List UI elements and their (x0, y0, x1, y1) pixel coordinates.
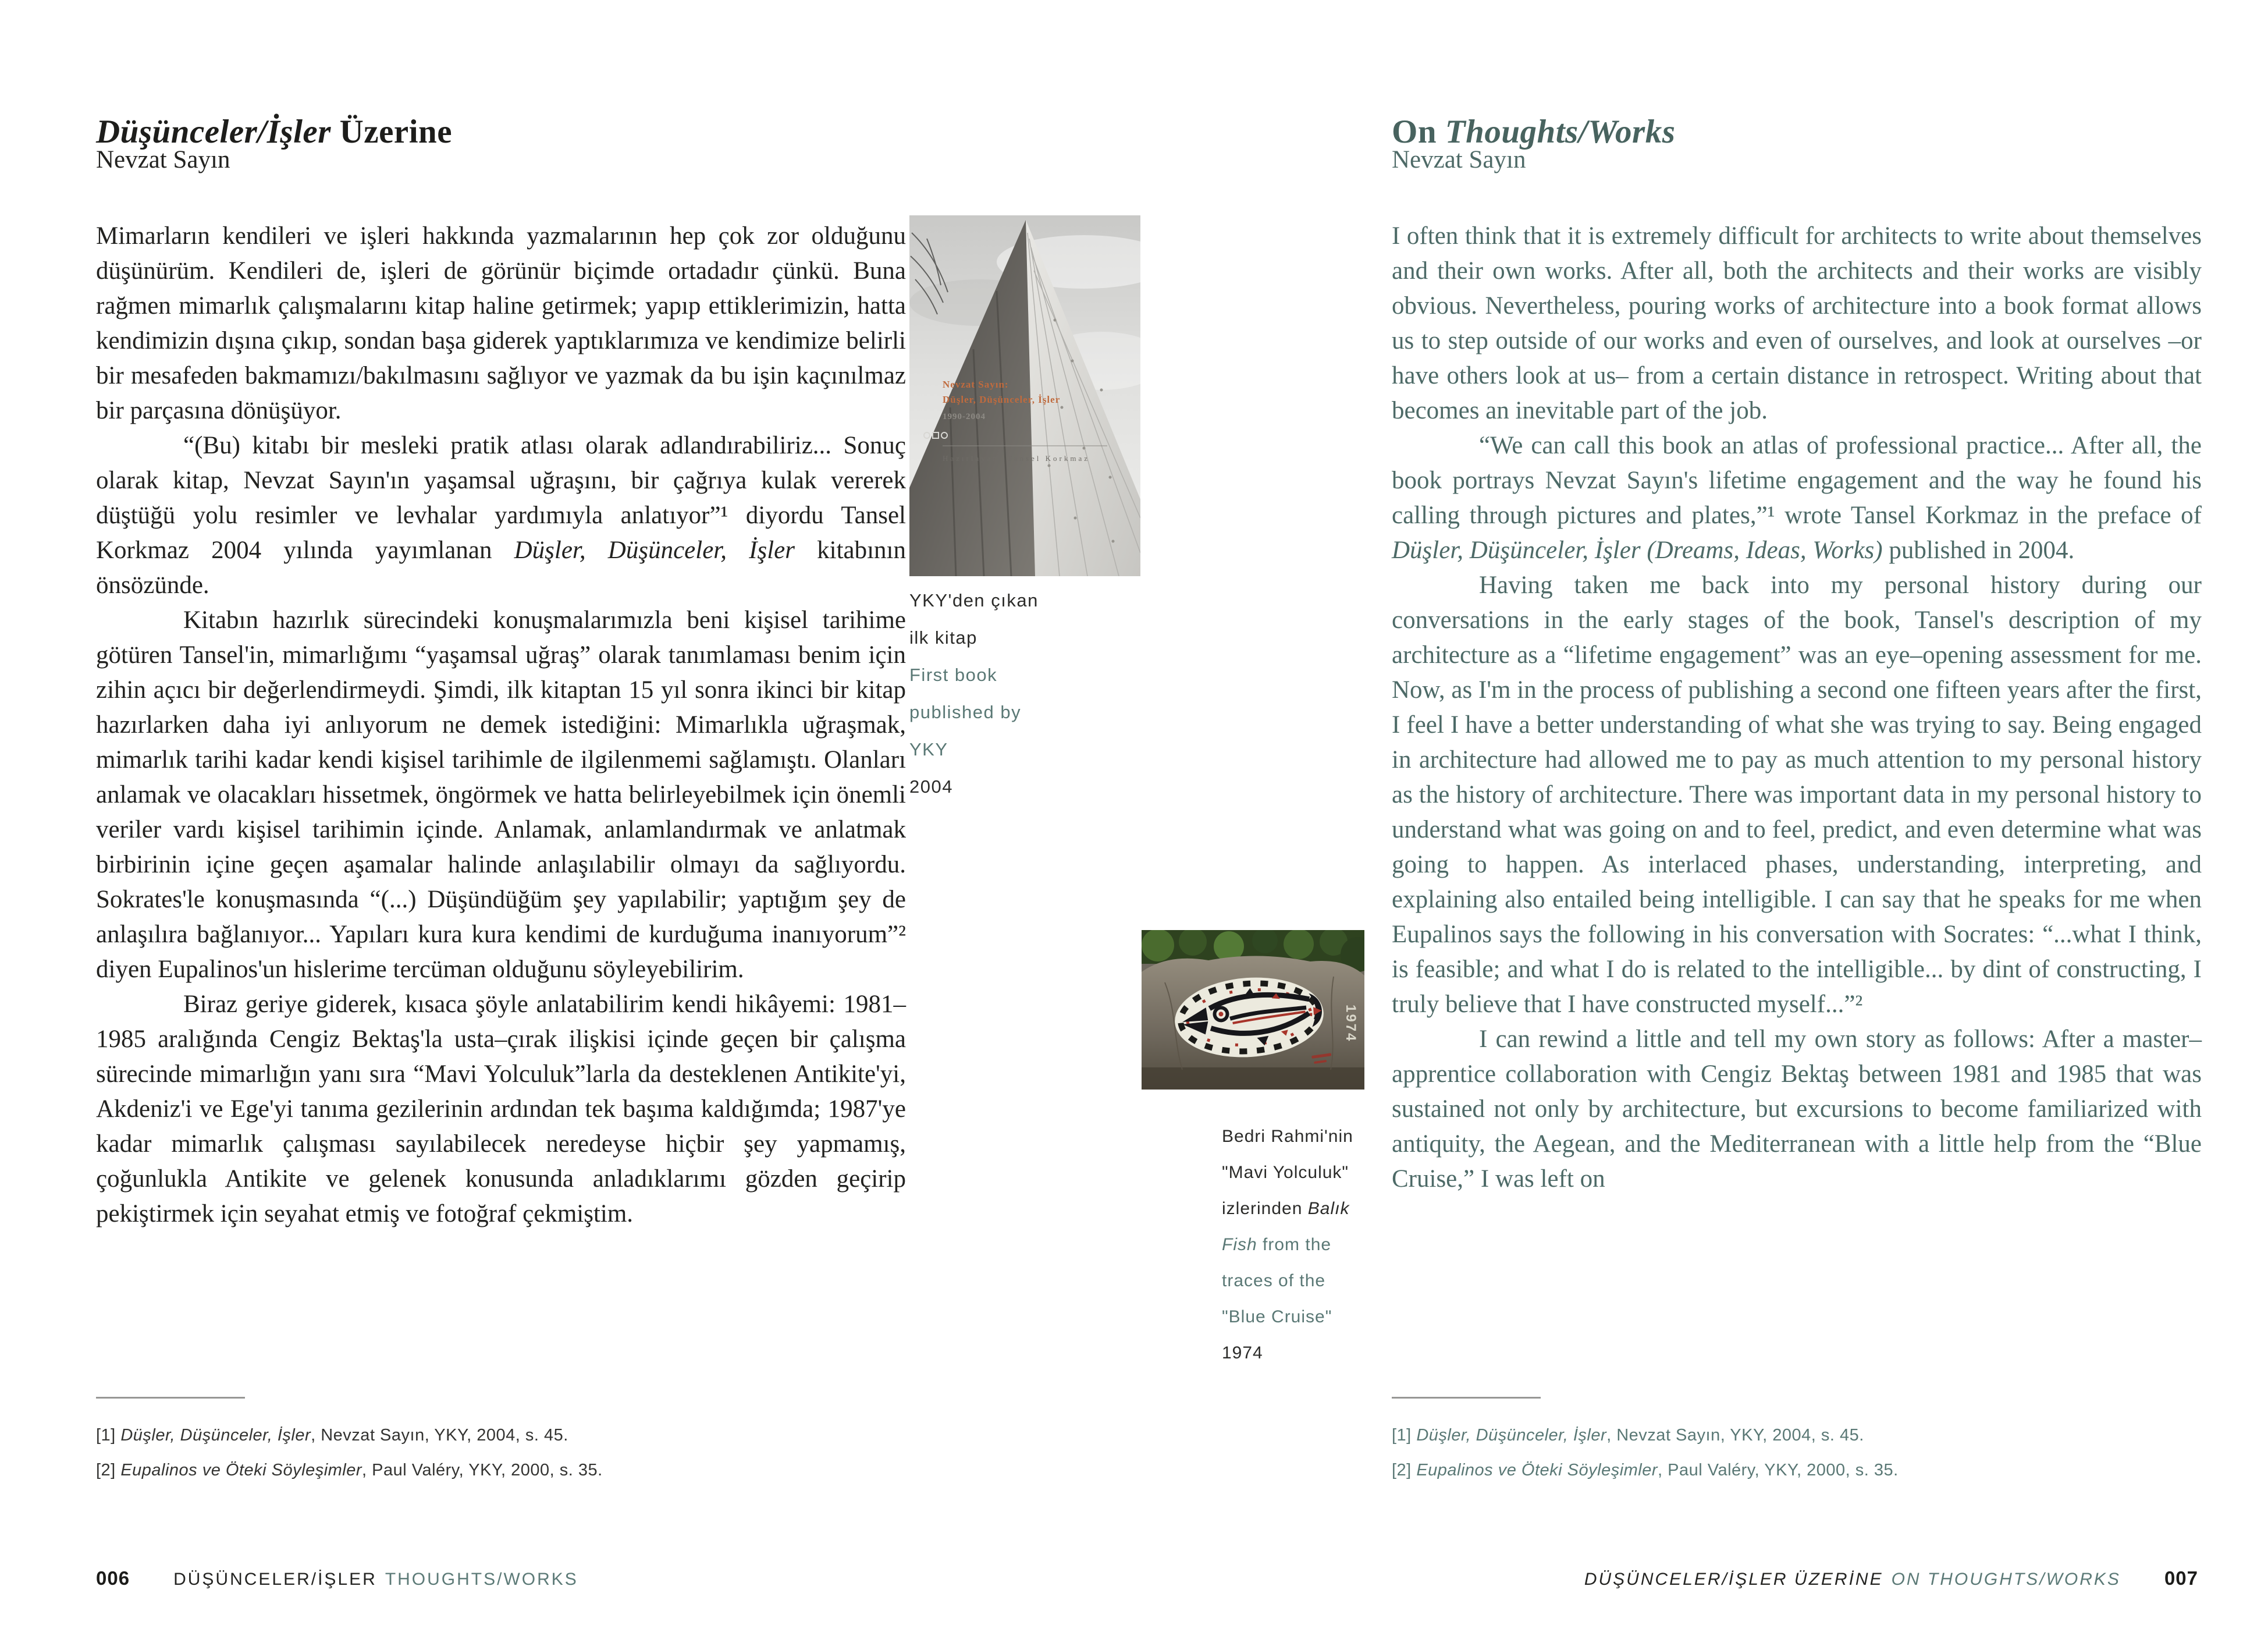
caption-line: YKY (909, 739, 948, 760)
book-cover-illustration (909, 215, 1140, 576)
fish-artwork-illustration (1142, 930, 1364, 1090)
caption-line: "Blue Cruise" (1222, 1307, 1332, 1326)
caption-line: 1974 (1222, 1343, 1263, 1362)
cover-title-text: Düşler, Düşünceler, İşler (943, 394, 1061, 405)
footer-left (96, 1567, 586, 1589)
footnotes-left (96, 1418, 603, 1488)
page-title-turkish: Düşünceler/İşler Üzerine (96, 113, 453, 151)
paragraph-tr-3: Kitabın hazırlık sürecindeki konuşmalarımızla beni kişisel tarihime götüren Tansel'in, mimarlığımı “yaşamsal uğraş” olarak tanımlaması benim için zihin açıcı bir değerlendirmeydi. Şimdi, ilk kitaptan 15 yıl sonra ikinci bir kitap hazırlarken daha iyi anlıyorum ne demek istediğini: Mimarlıkla uğraşmak, mimarlık tarihi kadar kendi kişisel tarihimle de ilgilenmemi sağlamıştı. Olanları anlamak ve olacakları hissetmek, öngörmek ve hatta belirleyebilmek için önemli veriler vardı kişisel tarihimin içinde. Anlamak, anlamlandırmak ve anlatmak birbirinin içine geçen aşamalar halinde anlaşılabilir olmayı da sağlıyordu. Sokrates'le konuşmasında “(...) Düşündüğüm şey yapılabilir; yaptığım şey de anlaşılıra bağlanıyor... Yapıları kura kura kendimi de kurduğuma inanıyorum”² diyen Eupalinos'un hislerime tercüman olduğunu söyleyebilirim. (96, 606, 906, 983)
author-name-right: Nevzat Sayın (1392, 146, 1526, 173)
caption-line: Bedri Rahmi'nin (1222, 1127, 1353, 1146)
running-title-right: DÜŞÜNCELER/İŞLER ÜZERİNE ON THOUGHTS/WORKS (1584, 1570, 2121, 1589)
cover-editor-text: Hazırlayan: Tansel Korkmaz (943, 454, 1090, 463)
author-name-left: Nevzat Sayın (96, 146, 230, 173)
footnote-1: [1] Düşler, Düşünceler, İşler, Nevzat Sayın, YKY, 2004, s. 45. (1392, 1426, 1864, 1445)
body-text-english (1392, 219, 2202, 1197)
caption-line: 2004 (909, 776, 953, 797)
page-title-english: On Thoughts/Works (1392, 113, 1676, 151)
footnote-1: [1] Düşler, Düşünceler, İşler, Nevzat Sayın, YKY, 2004, s. 45. (96, 1426, 568, 1445)
paragraph-tr-1: Mimarların kendileri ve işleri hakkında yazmalarının hep çok zor olduğunu düşünürüm. Kendileri de, işleri de görünür biçimde ortadadır çünkü. Buna rağmen mimarlık çalışmalarını kitap haline getirmek; yapıp ettiklerimizin, hatta kendimizin dışına çıkıp, sondan başa giderek yaptıklarımıza ve kendimize belirli bir mesafeden bakmamızı/bakılmasını sağlıyor ve yazmak da bu işin kaçınılmaz bir parçasına dönüşüyor. (96, 222, 906, 424)
footnote-divider-left (96, 1397, 245, 1399)
caption-line: izlerinden Balık (1222, 1199, 1350, 1218)
caption-line: YKY'den çıkan (909, 590, 1039, 611)
cover-author-text: Nevzat Sayın: (943, 379, 1009, 390)
footer-right (1576, 1567, 2198, 1589)
fish-artwork-image (1142, 930, 1364, 1090)
paragraph-tr-2: “(Bu) kitabı bir mesleki pratik atlası olarak adlandırabiliriz... Sonuç olarak kitap, Nevzat Sayın'ın yaşamsal uğraşını, bir çağrıya kulak vererek düştüğü yolu resimler ve levhalar yardımıyla anlatıyor”¹ diyordu Tansel Korkmaz 2004 yılında yayımlanan Düşler, Düşünceler, İşler kitabının önsözünde. (96, 432, 906, 599)
running-title-left: DÜŞÜNCELER/İŞLER THOUGHTS/WORKS (173, 1570, 578, 1589)
cover-years-text: 1990-2004 (943, 412, 986, 421)
caption-line: ilk kitap (909, 627, 977, 648)
paragraph-en-1: I often think that it is extremely difficult for architects to write about themselves and their own works. After all, both the architects and their works are visibly obvious. Nevertheless, pouring works of architecture into a book format allows us to step outside of our works and even of ourselves, and look at ourselves –or have others look at us– from a certain distance in retrospect. Writing about that becomes an inevitable part of the job. (1392, 222, 2202, 424)
caption-line: traces of the (1222, 1271, 1326, 1290)
fish-caption (1222, 1119, 1353, 1371)
body-text-turkish (96, 219, 906, 1232)
fish-year-text: 1974 (1343, 1005, 1359, 1043)
footnotes-right (1392, 1418, 1899, 1488)
paragraph-en-3: Having taken me back into my personal history during our conversations in the early stages of the book, Tansel's description of my architecture as a “lifetime engagement” was an eye–opening assessment for me. Now, as I'm in the process of publishing a second one fifteen years after the first, I feel I have a better understanding of what she was trying to say. Being engaged in architecture had allowed me to pay as much attention to my personal history as the history of architecture. There was important data in my personal history to understand what was going on and to feel, predict, and even determine what was going to happen. As interlaced phases, understanding, interpreting, and explaining also entailed being intelligible. I can say that he speaks for me when Eupalinos says the following in his conversation with Socrates: “...what I think, is feasible; and what I do is related to the intelligible... by dint of constructing, I truly believe that I have constructed myself...”² (1392, 572, 2202, 1018)
caption-line: Fish from the (1222, 1235, 1332, 1254)
footnote-2: [2] Eupalinos ve Öteki Söyleşimler, Paul Valéry, YKY, 2000, s. 35. (96, 1461, 603, 1479)
footnote-2: [2] Eupalinos ve Öteki Söyleşimler, Paul Valéry, YKY, 2000, s. 35. (1392, 1461, 1899, 1479)
page-number-left: 006 (96, 1567, 130, 1589)
book-caption (909, 582, 1039, 806)
caption-line: First book (909, 665, 998, 685)
paragraph-tr-4: Biraz geriye giderek, kısaca şöyle anlatabilirim kendi hikâyemi: 1981–1985 aralığında Cengiz Bektaş'la usta–çırak ilişkisi içinde geçen bir çalışma sürecinde mimarlığın yanı sıra “Mavi Yolculuk”larla da desteklenen Antikite'yi, Akdeniz'i ve Ege'yi tanıma gezilerinin ardından tek başıma kaldığımda; 1987'ye kadar mimarlık çalışması sayılabilecek neredeyse hiçbir şey yapmamış, çoğunlukla Antikite ve gelenek konusunda anladıklarımı gözden geçirip pekiştirmek için seyahat etmiş ve fotoğraf çekmiştim. (96, 991, 906, 1227)
caption-line: published by (909, 702, 1022, 722)
caption-line: "Mavi Yolculuk" (1222, 1163, 1349, 1182)
page-number-right: 007 (2164, 1567, 2198, 1589)
book-cover-image (909, 215, 1140, 576)
paragraph-en-2: “We can call this book an atlas of professional practice... After all, the book portrays Nevzat Sayın's lifetime engagement and the way he found his calling through pictures and plates,”¹ wrote Tansel Korkmaz in the preface of Düşler, Düşünceler, İşler (Dreams, Ideas, Works) published in 2004. (1392, 432, 2202, 564)
footnote-divider-right (1392, 1397, 1541, 1399)
paragraph-en-4: I can rewind a little and tell my own story as follows: After a master–apprentice collaboration with Cengiz Bektaş between 1981 and 1985 that was sustained not only by architecture, but excursions to become familiarized with antiquity, the Aegean, and the Mediterranean with a little help from the “Blue Cruise,” I was left on (1392, 1026, 2202, 1193)
